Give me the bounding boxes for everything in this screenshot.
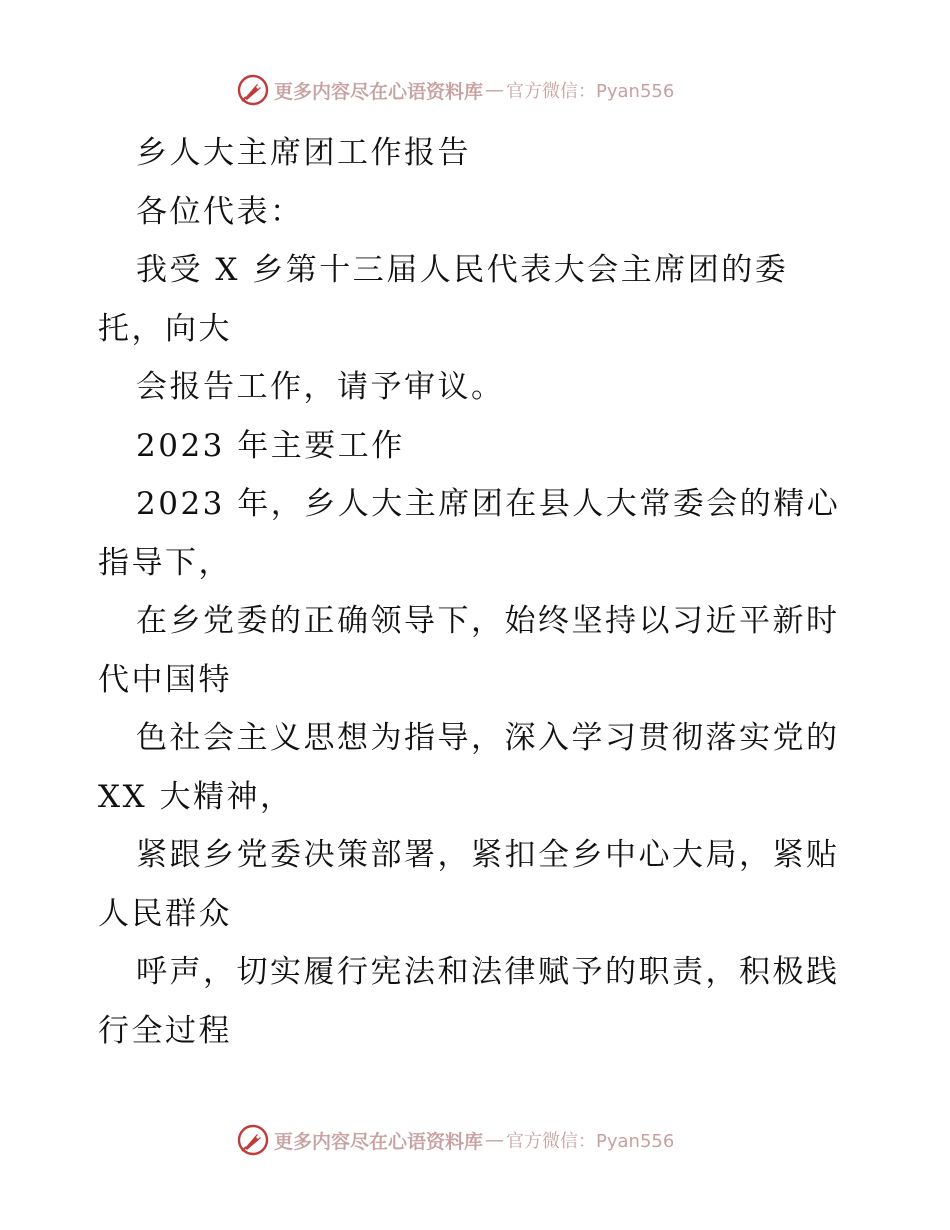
paragraph-line: XX 大精神， xyxy=(98,778,294,815)
paragraph-line: 我受 X 乡第十三届人民代表大会主席团的委 xyxy=(136,252,789,288)
watermark-separator: — xyxy=(485,1129,505,1151)
watermark-wechat-text: 官方微信：Pyan556 xyxy=(506,81,675,102)
paragraph-line: 托，向大 xyxy=(98,310,232,347)
pen-nib-circle-icon xyxy=(236,73,270,107)
watermark-main-text: 更多内容尽在心语资料库 xyxy=(274,80,484,103)
paragraph-line: 会报告工作，请予审议。 xyxy=(136,369,505,405)
pen-nib-circle-icon xyxy=(236,1123,270,1157)
paragraph-line: 代中国特 xyxy=(98,661,232,698)
watermark-separator: — xyxy=(485,79,505,101)
document-title: 乡人大主席团工作报告 xyxy=(136,135,471,171)
paragraph-line: 行全过程 xyxy=(98,1012,232,1049)
paragraph-line: 呼声，切实履行宪法和法律赋予的职责，积极践 xyxy=(136,954,840,990)
paragraph-line: 在乡党委的正确领导下，始终坚持以习近平新时 xyxy=(136,603,840,639)
paragraph-line: 2023 年，乡人大主席团在县人大常委会的精心 xyxy=(136,486,841,522)
header-watermark xyxy=(236,72,674,108)
paragraph-line: 人民群众 xyxy=(98,895,232,932)
watermark-main-text: 更多内容尽在心语资料库 xyxy=(274,1130,484,1153)
salutation: 各位代表： xyxy=(136,193,304,230)
watermark-wechat-text: 官方微信：Pyan556 xyxy=(506,1131,675,1152)
document-body xyxy=(98,124,858,1060)
paragraph-line: 色社会主义思想为指导，深入学习贯彻落实党的 xyxy=(136,720,840,756)
section-heading: 2023 年主要工作 xyxy=(136,427,405,464)
paragraph-line: 紧跟乡党委决策部署，紧扣全乡中心大局，紧贴 xyxy=(136,837,840,873)
footer-watermark xyxy=(236,1122,674,1158)
paragraph-line: 指导下， xyxy=(98,544,232,581)
